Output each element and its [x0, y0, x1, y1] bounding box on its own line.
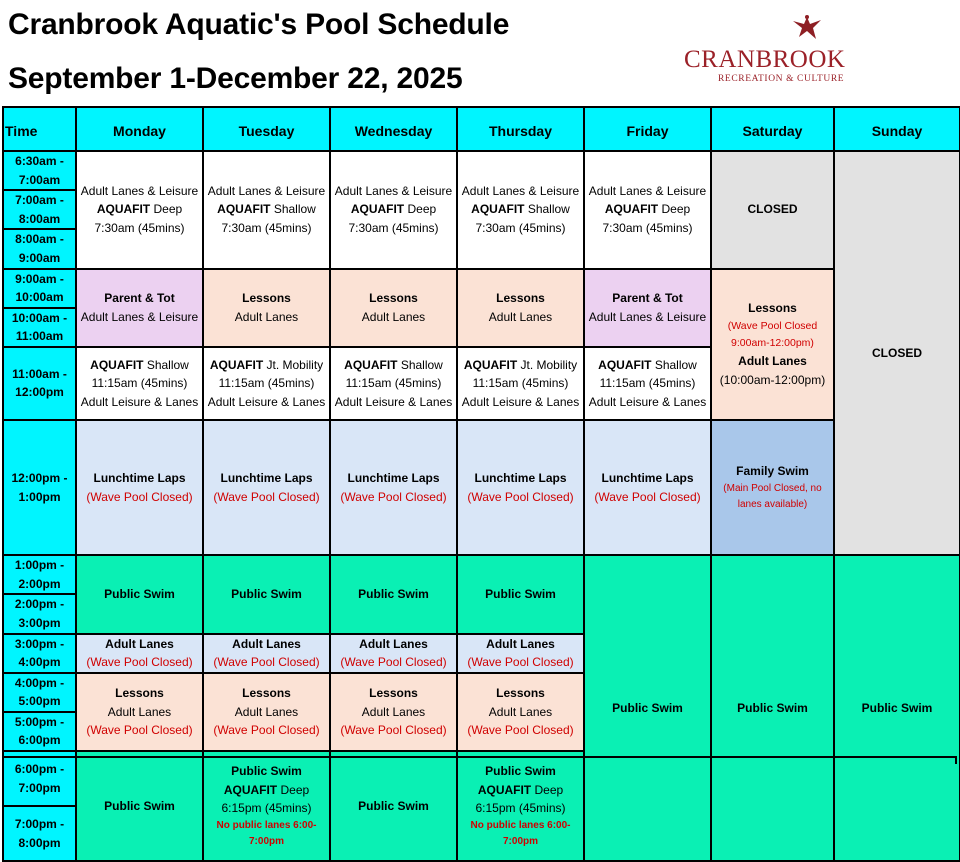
- sat-family-swim: [711, 420, 834, 555]
- thu-morning: [457, 151, 584, 269]
- time-slot: 5:00pm - 6:00pm: [3, 712, 76, 751]
- aquafit-label: AQUAFIT: [96, 202, 151, 217]
- activity: Adult Leisure & Lanes: [80, 394, 199, 409]
- activity-title: Lessons: [115, 685, 164, 700]
- eagle-icon: [790, 12, 824, 42]
- cranbrook-logo: [680, 8, 880, 88]
- activity: Adult Lanes & Leisure: [461, 183, 580, 198]
- aquafit-label: AQUAFIT: [209, 357, 264, 372]
- aquafit-label: AQUAFIT: [598, 357, 652, 372]
- tue-public-swim: Public Swim: [203, 555, 330, 633]
- activity-title: Lunchtime Laps: [220, 470, 313, 485]
- header-monday: Monday: [76, 107, 203, 151]
- thu-aquafit: [457, 347, 584, 420]
- time-slot: 2:00pm - 3:00pm: [3, 594, 76, 633]
- activity-title: Lessons: [242, 685, 291, 700]
- aquafit-label: AQUAFIT: [604, 202, 659, 217]
- activity: Adult Lanes: [361, 309, 426, 324]
- header-wednesday: Wednesday: [330, 107, 457, 151]
- logo-tagline: RECREATION & CULTURE: [718, 74, 845, 84]
- aquafit-detail: Deep 7:30am (45mins): [348, 202, 439, 236]
- thu-adult-lanes: [457, 634, 584, 673]
- thu-public-swim-eve: [457, 751, 584, 861]
- header-sunday: Sunday: [834, 107, 960, 151]
- aquafit-label: AQUAFIT: [90, 357, 144, 372]
- fri-lunchtime-laps: [584, 420, 711, 555]
- header-tuesday: Tuesday: [203, 107, 330, 151]
- mon-aquafit: [76, 347, 203, 420]
- activity-title: Adult Lanes: [738, 353, 807, 368]
- activity: Adult Lanes: [361, 704, 426, 719]
- aquafit-detail: Jt. Mobility 11:15am (45mins): [218, 357, 324, 391]
- header-thursday: Thursday: [457, 107, 584, 151]
- activity-title: Lunchtime Laps: [347, 470, 440, 485]
- activity-title: Adult Lanes: [232, 636, 301, 651]
- aquafit-label: AQUAFIT: [471, 202, 525, 217]
- activity: Adult Lanes & Leisure: [588, 183, 707, 198]
- wed-public-swim-eve: Public Swim: [330, 751, 457, 861]
- tue-lessons: [203, 269, 330, 347]
- header-friday: Friday: [584, 107, 711, 151]
- wed-lessons-pm: [330, 673, 457, 751]
- aquafit-detail: Shallow 11:15am (45mins): [91, 357, 189, 391]
- mon-parent-tot: [76, 269, 203, 347]
- activity: Adult Leisure & Lanes: [207, 394, 326, 409]
- activity: Adult Leisure & Lanes: [461, 394, 580, 409]
- aquafit-label: AQUAFIT: [217, 202, 271, 217]
- tue-lunchtime-laps: [203, 420, 330, 555]
- aquafit-label: AQUAFIT: [223, 782, 278, 797]
- fri-parent-tot: [584, 269, 711, 347]
- aquafit-detail: Shallow 7:30am (45mins): [221, 202, 316, 236]
- activity-title: Lunchtime Laps: [474, 470, 567, 485]
- activity: Adult Lanes & Leisure: [80, 309, 199, 324]
- mon-lessons-pm: [76, 673, 203, 751]
- tue-adult-lanes: [203, 634, 330, 673]
- wed-public-swim: Public Swim: [330, 555, 457, 633]
- activity-title: Family Swim: [736, 464, 809, 479]
- aquafit-detail: Shallow 11:15am (45mins): [599, 357, 697, 391]
- tue-morning: [203, 151, 330, 269]
- aquafit-detail: Jt. Mobility 11:15am (45mins): [472, 357, 578, 391]
- activity-title: Public Swim: [485, 764, 556, 779]
- page-title: Cranbrook Aquatic's Pool Schedule: [8, 8, 510, 41]
- mon-adult-lanes: [76, 634, 203, 673]
- note: (Wave Pool Closed): [594, 489, 701, 504]
- activity-title: Public Swim: [231, 764, 302, 779]
- note: (Wave Pool Closed): [213, 723, 320, 738]
- header-saturday: Saturday: [711, 107, 834, 151]
- tue-public-swim-eve: [203, 751, 330, 861]
- wed-lessons: [330, 269, 457, 347]
- aquafit-detail: Shallow 11:15am (45mins): [345, 357, 443, 391]
- activity-title: Lunchtime Laps: [93, 470, 186, 485]
- aquafit-label: AQUAFIT: [344, 357, 398, 372]
- wed-adult-lanes: [330, 634, 457, 673]
- time-slot: 7:00am - 8:00am: [3, 190, 76, 229]
- activity-title: Parent & Tot: [104, 291, 175, 306]
- activity-title: Adult Lanes: [486, 636, 555, 651]
- wed-aquafit: [330, 347, 457, 420]
- activity: Adult Lanes: [234, 309, 299, 324]
- note: (Wave Pool Closed): [340, 489, 447, 504]
- thu-lunchtime-laps: [457, 420, 584, 555]
- note: (Wave Pool Closed): [340, 723, 447, 738]
- activity: Adult Lanes & Leisure: [334, 183, 453, 198]
- thu-public-swim: Public Swim: [457, 555, 584, 633]
- activity: Adult Leisure & Lanes: [588, 394, 707, 409]
- note: No public lanes 6:00-7:00pm: [470, 819, 571, 847]
- time-slot: 7:00pm - 8:00pm: [3, 806, 76, 861]
- note: (Main Pool Closed, no lanes available): [723, 482, 822, 510]
- tue-aquafit: [203, 347, 330, 420]
- note: (Wave Pool Closed): [213, 655, 320, 670]
- time-slot: 4:00pm - 5:00pm: [3, 673, 76, 712]
- note: (Wave Pool Closed): [86, 723, 193, 738]
- sun-closed: CLOSED: [834, 151, 960, 555]
- aquafit-detail: Shallow 7:30am (45mins): [475, 202, 570, 236]
- sat-closed: CLOSED: [711, 151, 834, 269]
- activity-title: Adult Lanes: [105, 636, 174, 651]
- mon-public-swim: Public Swim: [76, 555, 203, 633]
- activity: Adult Lanes & Leisure: [207, 183, 326, 198]
- fri-morning: [584, 151, 711, 269]
- note: (Wave Pool Closed): [467, 723, 574, 738]
- aquafit-detail: Deep 6:15pm (45mins): [475, 782, 566, 816]
- aquafit-detail: Deep 7:30am (45mins): [94, 202, 185, 236]
- note: (Wave Pool Closed): [467, 489, 574, 504]
- time-slot: 1:00pm - 2:00pm: [3, 555, 76, 594]
- thu-lessons-pm: [457, 673, 584, 751]
- activity-title: Lessons: [496, 685, 545, 700]
- activity: Adult Lanes & Leisure: [80, 183, 199, 198]
- time-slot: 6:00pm - 7:00pm: [3, 751, 76, 806]
- activity-title: Lessons: [496, 291, 545, 306]
- thu-lessons: [457, 269, 584, 347]
- activity-title: Lunchtime Laps: [601, 470, 694, 485]
- activity-title: Parent & Tot: [612, 291, 683, 306]
- fri-public-swim: Public Swim: [584, 555, 711, 861]
- note: (Wave Pool Closed): [213, 489, 320, 504]
- time-slot: 8:00am - 9:00am: [3, 229, 76, 268]
- time-slot: 6:30am - 7:00am: [3, 151, 76, 190]
- wed-morning: [330, 151, 457, 269]
- time-slot: 3:00pm - 4:00pm: [3, 634, 76, 673]
- aquafit-label: AQUAFIT: [350, 202, 405, 217]
- note: (Wave Pool Closed): [467, 655, 574, 670]
- mon-public-swim-eve: Public Swim: [76, 751, 203, 861]
- activity: Adult Lanes: [107, 704, 172, 719]
- aquafit-detail: Deep 7:30am (45mins): [602, 202, 693, 236]
- activity: Adult Lanes & Leisure: [588, 309, 707, 324]
- activity: Adult Leisure & Lanes: [334, 394, 453, 409]
- note: (Wave Pool Closed): [86, 655, 193, 670]
- activity-title: Lessons: [369, 291, 418, 306]
- activity-title: Adult Lanes: [359, 636, 428, 651]
- note: No public lanes 6:00-7:00pm: [216, 819, 317, 847]
- time-slot: 11:00am - 12:00pm: [3, 347, 76, 420]
- schedule-table: [2, 106, 960, 862]
- mon-lunchtime-laps: [76, 420, 203, 555]
- date-range: September 1-December 22, 2025: [8, 62, 463, 95]
- time-slot: 12:00pm - 1:00pm: [3, 420, 76, 555]
- footer-border: [2, 756, 957, 764]
- fri-aquafit: [584, 347, 711, 420]
- note: (Wave Pool Closed 9:00am-12:00pm): [727, 319, 818, 349]
- activity-title: Lessons: [748, 301, 797, 316]
- activity: Adult Lanes: [488, 704, 553, 719]
- aquafit-label: AQUAFIT: [463, 357, 518, 372]
- header-time: Time: [3, 107, 76, 151]
- sat-lessons: [711, 269, 834, 420]
- activity: Adult Lanes: [488, 309, 553, 324]
- activity-title: Lessons: [242, 291, 291, 306]
- time-slot: 10:00am - 11:00am: [3, 308, 76, 347]
- time-slot: 9:00am - 10:00am: [3, 269, 76, 308]
- aquafit-label: AQUAFIT: [477, 782, 532, 797]
- tue-lessons-pm: [203, 673, 330, 751]
- note: (10:00am-12:00pm): [719, 372, 826, 387]
- logo-name: CRANBROOK: [684, 46, 846, 73]
- activity-title: Lessons: [369, 685, 418, 700]
- sat-public-swim: Public Swim: [711, 555, 834, 861]
- note: (Wave Pool Closed): [340, 655, 447, 670]
- mon-morning: [76, 151, 203, 269]
- aquafit-detail: Deep 6:15pm (45mins): [221, 782, 312, 816]
- note: (Wave Pool Closed): [86, 489, 193, 504]
- wed-lunchtime-laps: [330, 420, 457, 555]
- sun-public-swim: Public Swim: [834, 555, 960, 861]
- activity: Adult Lanes: [234, 704, 299, 719]
